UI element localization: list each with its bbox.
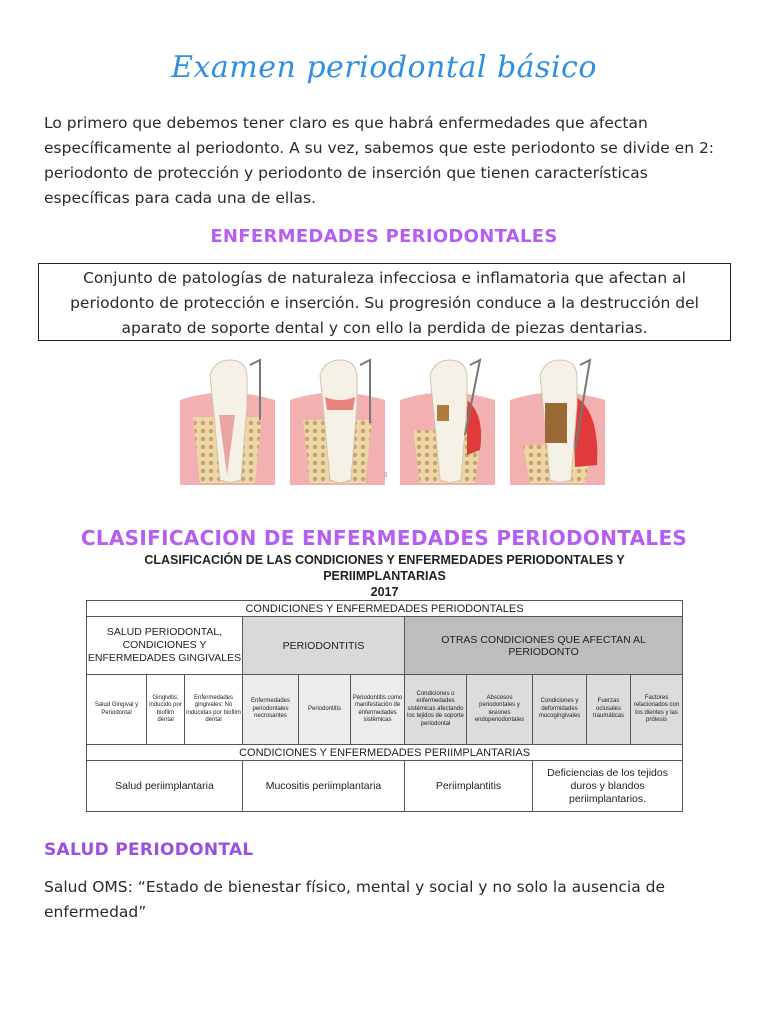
sub-cell: Salud Gingival y Periodontal (87, 675, 147, 745)
intro-paragraph: Lo primero que debemos tener claro es que habrá enfermedades que afectan específicamente al periodonto. A su vez, sabemos que este periodonto se divide en 2: periodonto de protección y periodonto de inserción que tienen características específicas para cada una de ellas. (44, 114, 715, 207)
band-periodontales: CONDICIONES Y ENFERMEDADES PERIODONTALES (87, 601, 683, 617)
sub-cell: Fuerzas oclusales traumáticas (587, 675, 631, 745)
peri-cell: Periimplantitis (405, 761, 533, 812)
tooth-stage-3 (383, 360, 495, 485)
section-heading-enfermedades: ENFERMEDADES PERIODONTALES (210, 226, 558, 247)
sub-cell: Periodontitis como manifestación de enfermedades sistémicas (351, 675, 405, 745)
definition-box (38, 263, 731, 341)
sub-cell: Periodontitis (299, 675, 351, 745)
group-salud-gingival: SALUD PERIODONTAL, CONDICIONES Y ENFERMEDADES GINGIVALES (87, 617, 243, 675)
tooth-stage-1 (180, 360, 275, 485)
sub-cell: Abscesos periodontales y lesiones endoperiodontales (467, 675, 533, 745)
sub-cell: Gingivitis: inducido por biofilm dental (147, 675, 185, 745)
section-heading-clasificacion: CLASIFICACION DE ENFERMEDADES PERIODONTALES (80, 526, 688, 550)
periodontal-disease-stages-illustration (175, 355, 605, 495)
table-title-text: CLASIFICACIÓN DE LAS CONDICIONES Y ENFERMEDADES PERIODONTALES Y PERIIMPLANTARIAS (144, 553, 625, 583)
oms-definition: Salud OMS: “Estado de bienestar físico, mental y social y no solo la ausencia de enfermedad” (44, 878, 666, 921)
page-title: Examen periodontal básico (171, 50, 597, 85)
peri-cell: Salud periimplantaria (87, 761, 243, 812)
figure-label: 3 (383, 471, 388, 479)
peri-cell: Mucositis periimplantaria (243, 761, 405, 812)
definition-text: Conjunto de patologías de naturaleza infecciosa e inflamatoria que afectan al periodonto de protección e inserción. Su progresión conduce a la destrucción del aparato de soporte dental y con ello la perdida de piezas dentarias. (70, 269, 699, 337)
table-year: 2017 (370, 585, 399, 599)
tooth-stage-4 (510, 360, 605, 485)
tooth-stage-2 (290, 360, 388, 485)
table-title (87, 550, 683, 601)
peri-cell: Deficiencias de los tejidos duros y blandos periimplantarios. (533, 761, 683, 812)
sub-cell: Condiciones o enfermedades sistémicas afectando los tejidos de soporte periodontal (405, 675, 467, 745)
sub-cell: Enfermedades periodontales necrosantes (243, 675, 299, 745)
sub-cell: Enfermedades gingivales: No inducidas por biofilm dental (185, 675, 243, 745)
classification-table (86, 550, 683, 812)
sub-cell: Condiciones y deformidades mucogingivales (533, 675, 587, 745)
group-periodontitis: PERIODONTITIS (243, 617, 405, 675)
sub-cell: Factores relacionados con los dientes y las prótesis (631, 675, 683, 745)
band-periimplantarias: CONDICIONES Y ENFERMEDADES PERIIMPLANTARIAS (87, 745, 683, 761)
section-heading-salud: SALUD PERIODONTAL (44, 840, 254, 860)
group-otras-condiciones: OTRAS CONDICIONES QUE AFECTAN AL PERIODONTO (405, 617, 683, 675)
